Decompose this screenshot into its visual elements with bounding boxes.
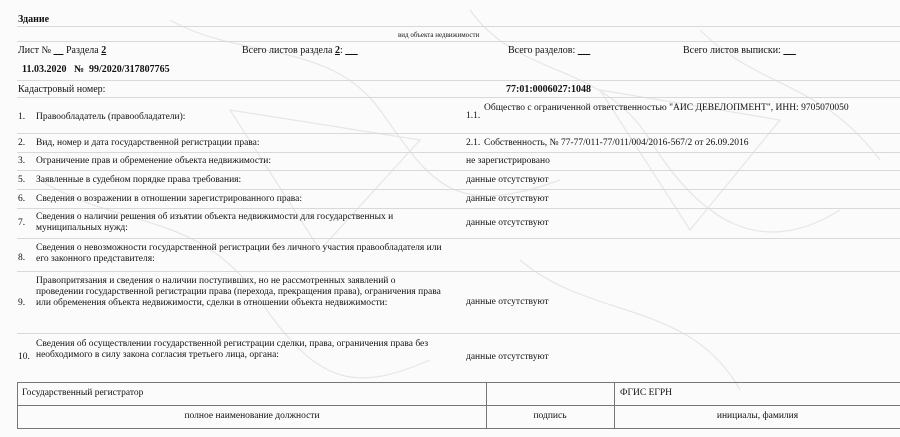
- total-sections: [508, 45, 590, 56]
- row-number: 7.: [18, 218, 26, 228]
- number-sign: №: [73, 64, 85, 75]
- total-extract-sheets-label: Всего листов выписки:: [683, 45, 781, 56]
- divider: [17, 208, 900, 209]
- row-number: 2.: [18, 138, 26, 148]
- divider: [17, 152, 900, 153]
- sheet-number-blank: [53, 45, 63, 56]
- row-value: Собственность, № 77-77/011-77/011/004/2016-567/2 от 26.09.2016: [484, 138, 749, 148]
- doc-date: 11.03.2020: [22, 64, 67, 75]
- position-caption: полное наименование должности: [184, 411, 320, 421]
- sheet-info: [18, 45, 106, 56]
- divider: [17, 271, 900, 272]
- row-value: данные отсутствуют: [466, 218, 549, 228]
- row-value: данные отсутствуют: [466, 297, 549, 307]
- registrar-table: [17, 382, 900, 429]
- total-sheets: Всего листов раздела 2:: [242, 45, 346, 56]
- divider: [17, 238, 900, 239]
- signature-caption: подпись: [533, 411, 567, 421]
- divider: [17, 133, 900, 134]
- cadastral-number: 77:01:0006027:1048: [506, 84, 591, 95]
- total-extract-sheets: [683, 45, 796, 56]
- row-label: Вид, номер и дата государственной регистрации права:: [36, 138, 260, 148]
- row-number: 6.: [18, 194, 26, 204]
- row-label: Правопритязания и сведения о наличии поступивших, но не рассмотренных заявлений о проведении государственной регистрации права (перехода, прекращения права), ограничения права или обременения объекта недвижимости, сделки в отношении объекта недвижимости:: [36, 276, 441, 308]
- row-value: Общество с ограниченной ответственностью "АИС ДЕВЕЛОПМЕНТ", ИНН: 9705070050: [484, 103, 849, 113]
- divider: [17, 189, 900, 190]
- divider: [17, 80, 900, 81]
- row-number: 8.: [18, 253, 26, 263]
- row-label: Сведения об осуществлении государственной регистрации сделки, права, ограничения права без необходимого в силу закона согласия третьего лица, органа:: [36, 339, 429, 360]
- total-sections-label: Всего разделов:: [508, 45, 576, 56]
- row-number: 9.: [18, 298, 26, 308]
- initials-caption: инициалы, фамилия: [716, 411, 799, 421]
- row-label: Правообладатель (правообладатели):: [36, 112, 186, 122]
- section-number: 2: [101, 45, 107, 56]
- row-label: Ограничение прав и обременение объекта недвижимости:: [36, 156, 271, 166]
- cadastral-label: Кадастровый номер:: [18, 84, 106, 95]
- doc-date-number: [22, 64, 170, 75]
- row-label: Сведения о наличии решения об изъятии объекта недвижимости для государственных и муниципальных нужд:: [36, 212, 394, 233]
- total-sheets-value: 2: [334, 45, 340, 56]
- divider: [17, 333, 900, 334]
- sheet-label: Лист №: [18, 45, 51, 56]
- divider: [17, 97, 900, 98]
- row-label: Сведения о возражении в отношении зарегистрированного права:: [36, 194, 303, 204]
- row-value: данные отсутствуют: [466, 194, 549, 204]
- row-number: 10.: [18, 352, 30, 362]
- registrar-name: ФГИС ЕГРН: [620, 388, 673, 398]
- row-value: данные отсутствуют: [466, 175, 549, 185]
- row-subnumber: 2.1.: [466, 138, 481, 148]
- divider: [17, 41, 900, 42]
- divider: [17, 170, 900, 171]
- doc-number: 99/2020/317807765: [89, 64, 170, 75]
- divider: [17, 26, 900, 27]
- section-label: Раздела: [65, 45, 99, 56]
- row-number: 1.: [18, 112, 26, 122]
- row-value: не зарегистрировано: [466, 156, 550, 166]
- total-sheets-label: Всего листов раздела: [242, 45, 333, 56]
- registrar-label: Государственный регистратор: [22, 388, 144, 398]
- object-type-caption: вид объекта недвижимости: [398, 31, 480, 39]
- row-label: Сведения о невозможности государственной регистрации без личного участия правообладателя или его законного представителя:: [36, 243, 442, 264]
- row-subnumber: 1.1.: [466, 111, 481, 121]
- row-label: Заявленные в судебном порядке права требования:: [36, 175, 242, 185]
- object-type: Здание: [18, 14, 50, 25]
- row-number: 5.: [18, 175, 26, 185]
- row-number: 3.: [18, 156, 26, 166]
- row-value: данные отсутствуют: [466, 352, 549, 362]
